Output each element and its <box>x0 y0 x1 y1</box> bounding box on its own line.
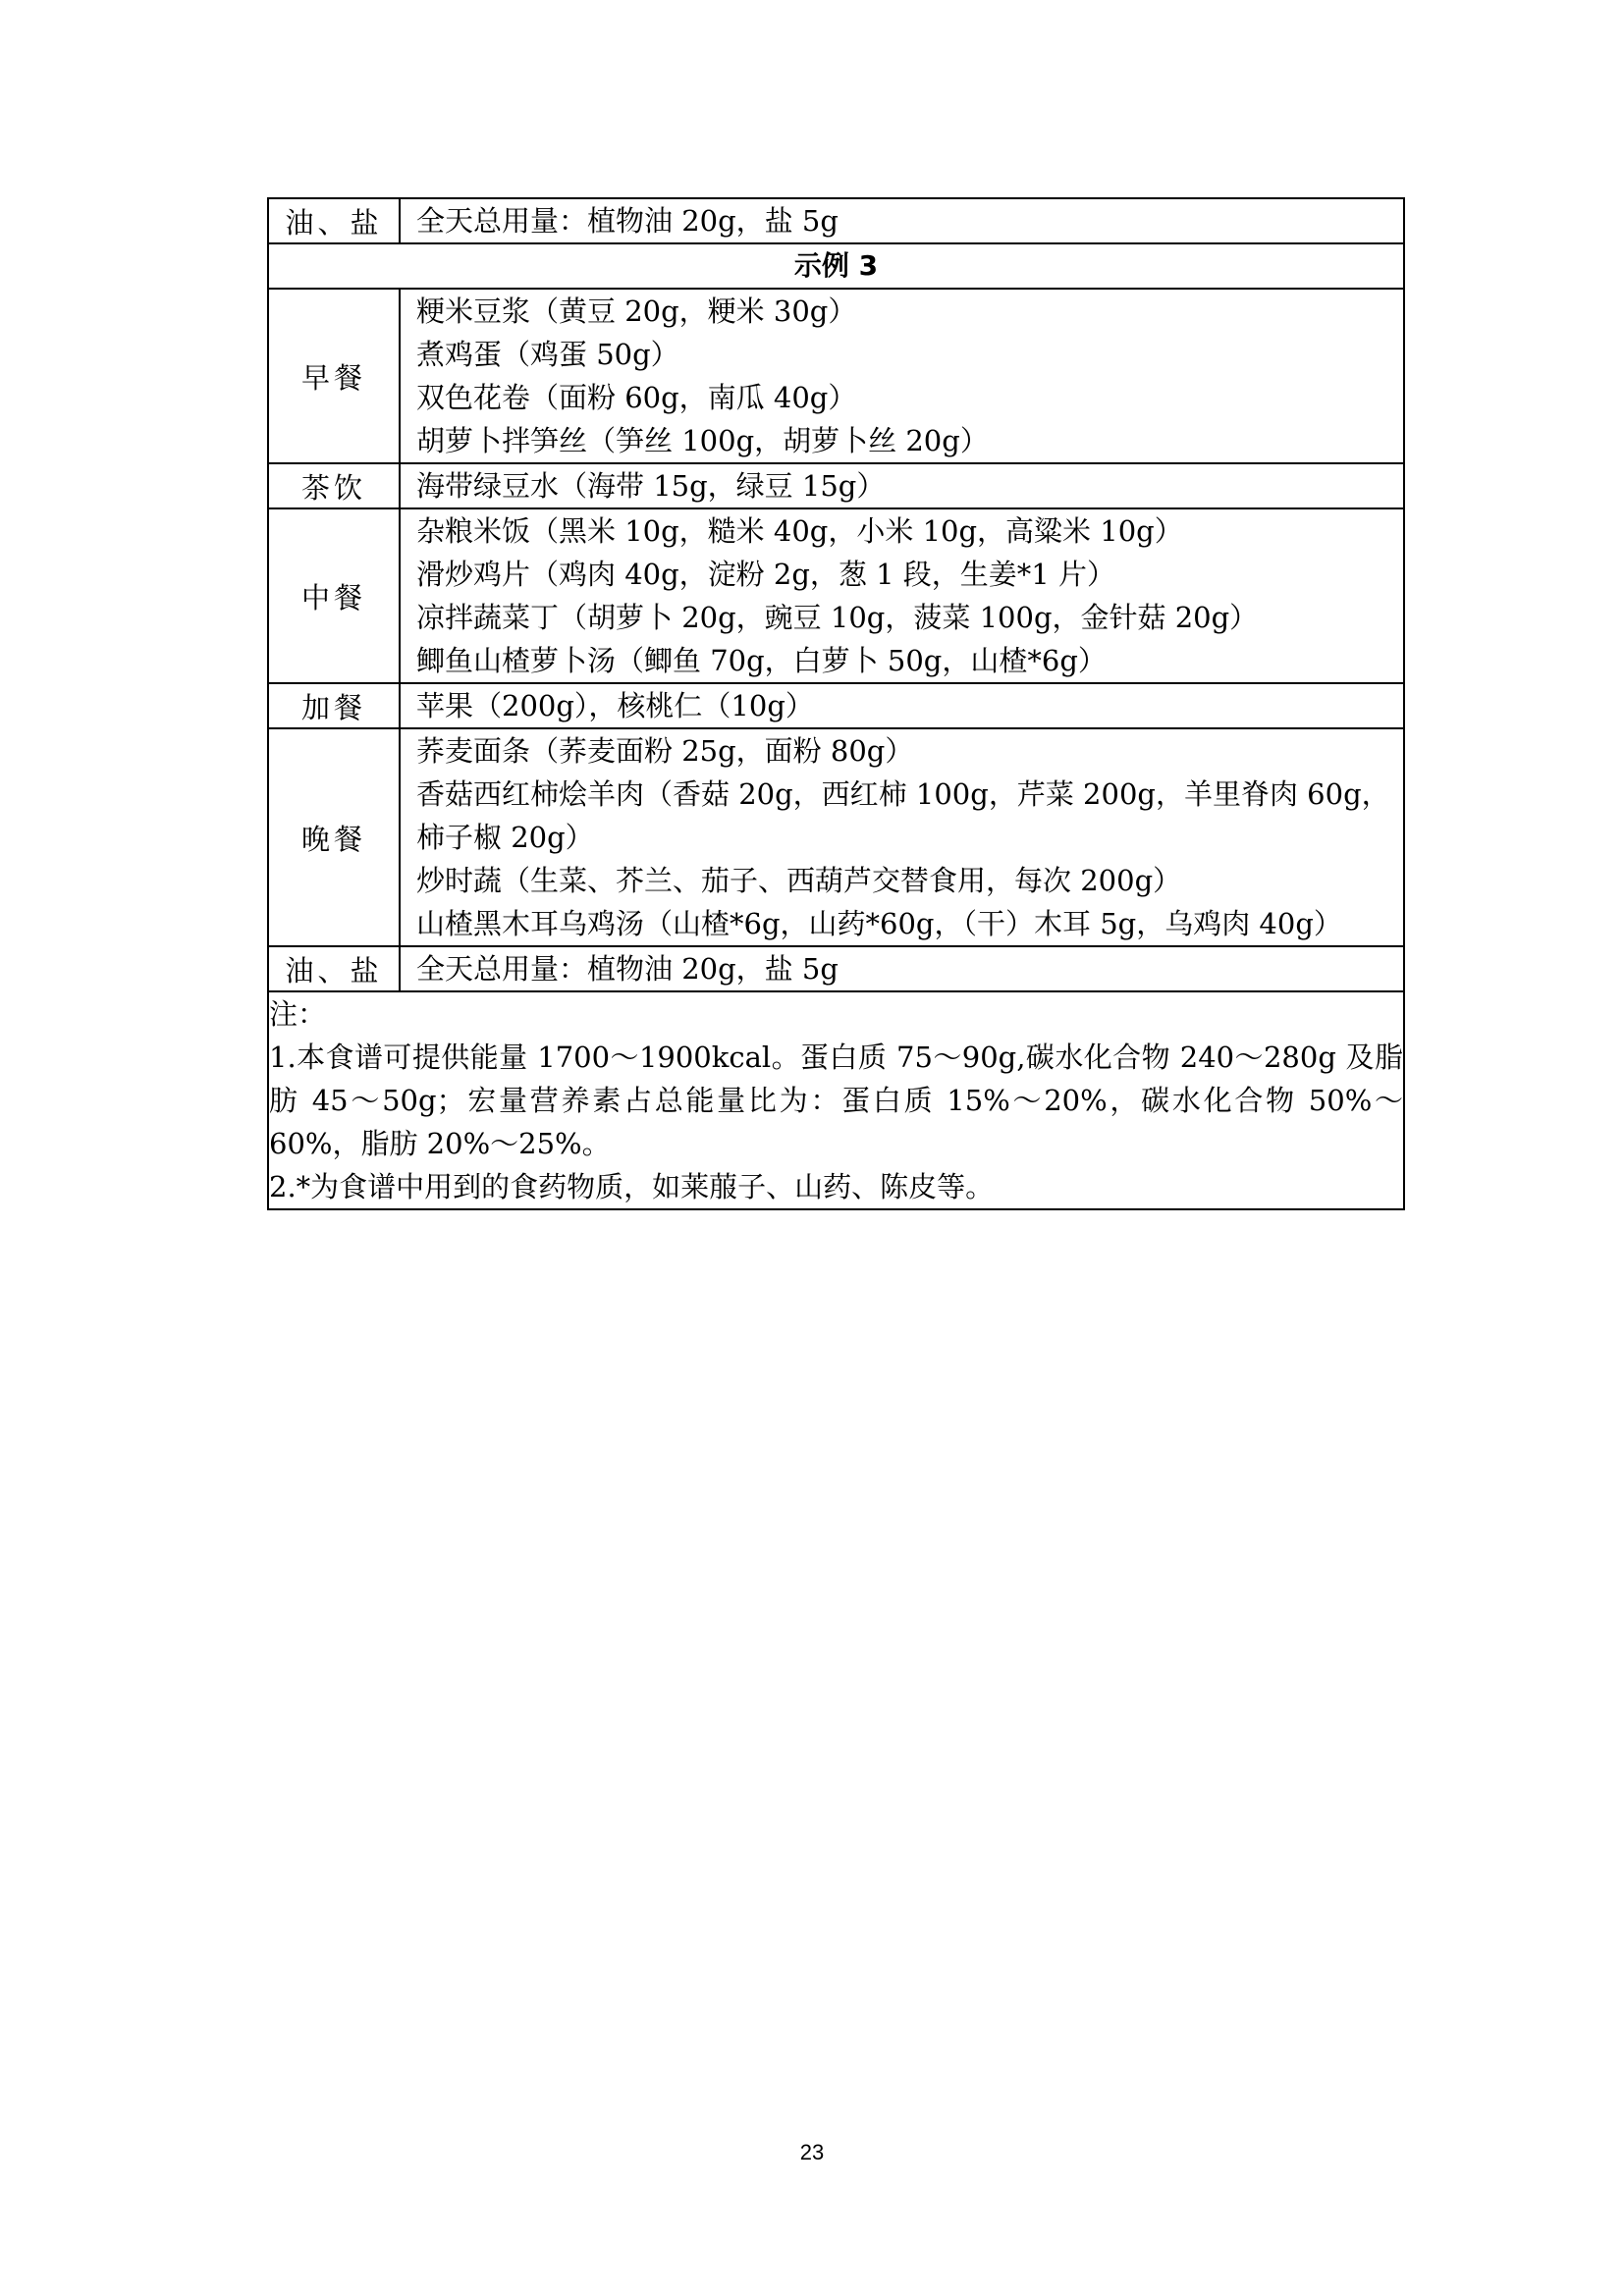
meal-item: 杂粮米饭（黑米 10g，糙米 40g，小米 10g，高粱米 10g） <box>416 514 1183 548</box>
meal-row-lunch <box>268 508 1404 683</box>
notes-heading: 注： <box>269 997 327 1031</box>
meal-items-breakfast <box>400 289 1404 463</box>
oil-salt-label: 油、盐 <box>268 198 400 243</box>
example-title-row <box>268 243 1404 289</box>
oil-salt-text: 全天总用量：植物油 20g，盐 5g <box>416 952 839 986</box>
meal-row-dinner <box>268 728 1404 946</box>
meal-plan-table <box>267 197 1405 1210</box>
page-number: 23 <box>799 2140 825 2164</box>
meal-item: 胡萝卜拌笋丝（笋丝 100g，胡萝卜丝 20g） <box>416 424 989 457</box>
meal-items-snack <box>400 683 1404 728</box>
meal-items-tea <box>400 463 1404 508</box>
oil-salt-content <box>400 946 1404 991</box>
oil-salt-text: 全天总用量：植物油 20g，盐 5g <box>416 204 839 238</box>
meal-item: 煮鸡蛋（鸡蛋 50g） <box>416 338 679 371</box>
meal-item: 海带绿豆水（海带 15g，绿豆 15g） <box>416 469 886 503</box>
oil-salt-row-bottom <box>268 946 1404 991</box>
meal-item: 炒时蔬（生菜、芥兰、茄子、西葫芦交替食用，每次 200g） <box>416 864 1182 897</box>
meal-item: 荞麦面条（荞麦面粉 25g，面粉 80g） <box>416 734 914 768</box>
meal-label-snack: 加餐 <box>268 683 400 728</box>
meal-row-snack <box>268 683 1404 728</box>
meal-item: 凉拌蔬菜丁（胡萝卜 20g，豌豆 10g，菠菜 100g，金针菇 20g） <box>416 601 1259 634</box>
note-2: 2.*为食谱中用到的食药物质，如莱菔子、山药、陈皮等。 <box>269 1170 995 1203</box>
meal-item: 双色花卷（面粉 60g，南瓜 40g） <box>416 381 857 414</box>
meal-row-tea <box>268 463 1404 508</box>
oil-salt-label: 油、盐 <box>268 946 400 991</box>
notes-cell <box>268 991 1404 1209</box>
meal-label-lunch: 中餐 <box>268 508 400 683</box>
meal-item: 香菇西红柿烩羊肉（香菇 20g，西红柿 100g，芹菜 200g，羊里脊肉 60g，柿子椒 20g） <box>416 777 1390 854</box>
notes-row <box>268 991 1404 1209</box>
oil-salt-row-top <box>268 198 1404 243</box>
meal-row-breakfast <box>268 289 1404 463</box>
meal-items-lunch <box>400 508 1404 683</box>
meal-label-breakfast: 早餐 <box>268 289 400 463</box>
note-1: 1.本食谱可提供能量 1700～1900kcal。蛋白质 75～90g,碳水化合物 240～280g 及脂肪 45～50g；宏量营养素占总能量比为：蛋白质 15%～20%，碳水化合物 50%～60%，脂肪 20%～25%。 <box>269 1041 1403 1160</box>
oil-salt-content <box>400 198 1404 243</box>
meal-item: 山楂黑木耳乌鸡汤（山楂*6g，山药*60g，（干）木耳 5g，乌鸡肉 40g） <box>416 907 1342 940</box>
meal-label-dinner: 晚餐 <box>268 728 400 946</box>
meal-item: 滑炒鸡片（鸡肉 40g，淀粉 2g，葱 1 段，生姜*1 片） <box>416 558 1115 591</box>
meal-item: 苹果（200g），核桃仁（10g） <box>416 689 814 722</box>
meal-item: 鲫鱼山楂萝卜汤（鲫鱼 70g，白萝卜 50g，山楂*6g） <box>416 644 1107 677</box>
meal-items-dinner <box>400 728 1404 946</box>
meal-label-tea: 茶饮 <box>268 463 400 508</box>
meal-item: 粳米豆浆（黄豆 20g，粳米 30g） <box>416 294 857 328</box>
example-title: 示例 3 <box>268 243 1404 289</box>
